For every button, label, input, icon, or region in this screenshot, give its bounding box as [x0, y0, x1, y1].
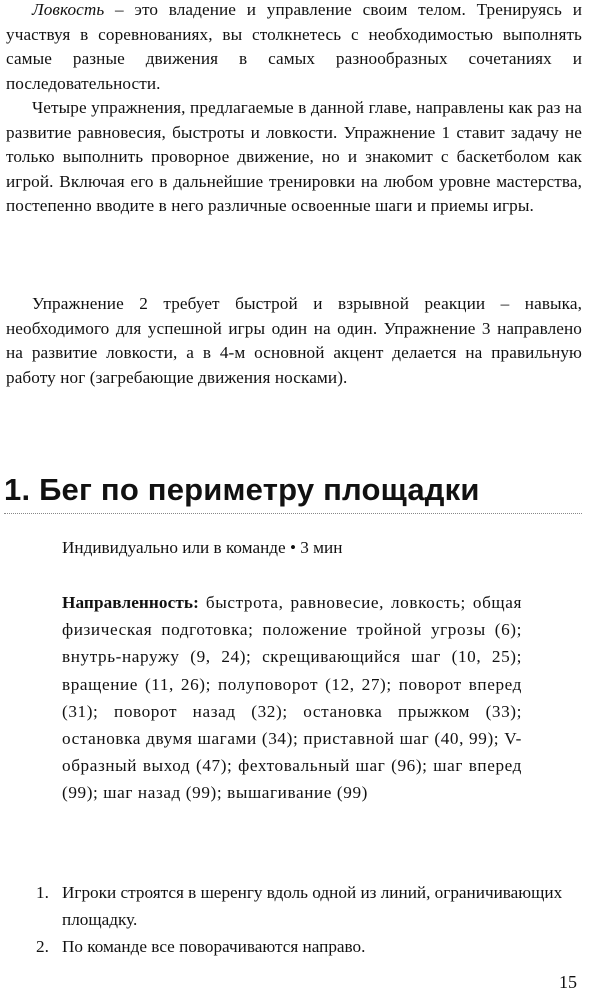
focus-text: быстрота, равновесие, ловкость; общая физическая подготовка; положение тройной угрозы (6); внутрь-наружу (9, 24); скрещивающийся шаг (10, 25); вращение (11, 26); полуповорот (12, 27); поворот вперед (31); поворот назад (32); остановка прыжком (33); остановка двумя шагами (34); приставной шаг (40, 99); V-образный выход (47); фехтовальный шаг (96); шаг вперед (99); шаг назад (99); вышагивание (99)	[62, 593, 522, 803]
intro-paragraph-reaction: Упражнение 2 требует быстрой и взрывной реакции – навыка, необходимого для успешной игры один на один. Упражнение 3 направлено на развитие ловкости, а в 4-м основной акцент делается на правильную работу ног (загребающие движения носками).	[6, 294, 582, 387]
step-number: 2.	[36, 937, 49, 956]
intro-paragraph-agility-text: – это владение и управление своим телом. Тренируясь и участвуя в соревнованиях, вы столкнетесь с необходимостью выполнять самые разные движения в самых разнообразных сочетаниях и последовательности.	[6, 0, 582, 93]
term-agility: Ловкость	[32, 0, 105, 19]
page-number: 15	[559, 972, 577, 992]
title-divider	[4, 513, 582, 514]
exercise-steps	[36, 879, 586, 960]
step-text: По команде все поворачиваются направо.	[62, 937, 366, 956]
step-text: Игроки строятся в шеренгу вдоль одной из линий, ограничивающих площадку.	[62, 883, 563, 929]
intro-paragraph-exercises: Четыре упражнения, предлагаемые в данной главе, направлены как раз на развитие равновесия, быстроты и ловкости. Упражнение 1 ставит задачу не только выполнить проворное движение, но и знакомит с баскетболом как игрой. Включая его в дальнейшие тренировки на любом уровне мастерства, постепенно вводите в него различные освоенные шаги и приемы игры.	[6, 98, 582, 216]
focus-label: Направленность:	[62, 593, 199, 612]
exercise-title: 1. Бег по периметру площадки	[4, 472, 480, 507]
intro-paragraph-agility	[6, 0, 582, 96]
step-item	[36, 879, 586, 933]
step-item	[36, 933, 586, 960]
exercise-focus	[62, 589, 522, 807]
step-number: 1.	[36, 883, 49, 902]
exercise-meta: Индивидуально или в команде • 3 мин	[62, 538, 343, 557]
